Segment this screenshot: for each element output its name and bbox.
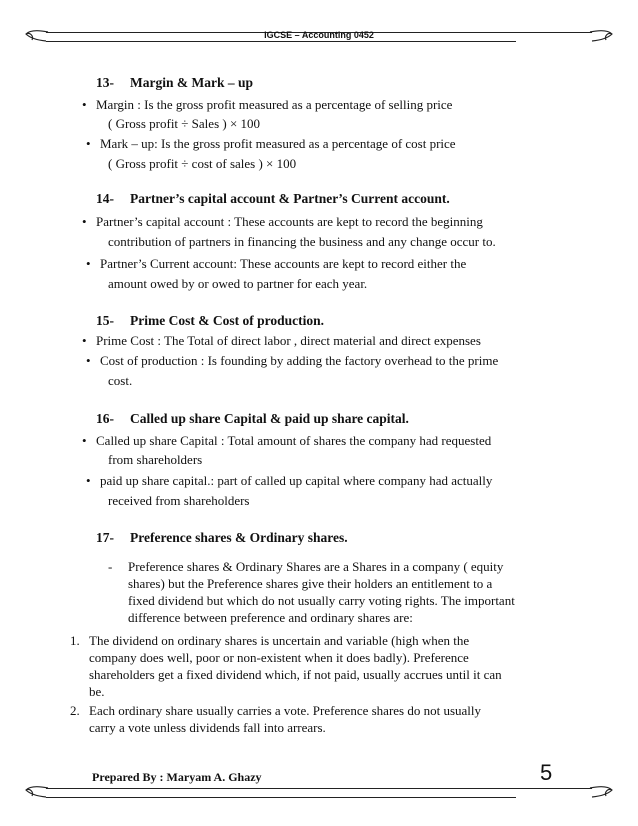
numbered-item-1: 1. The dividend on ordinary shares is uncertain and variable (high when the company does well, poor or non-existent when it does badly). Preference shareholders get a fixed dividend which, if not paid, usually accrues until it can be.: [70, 633, 502, 699]
bullet-cost-of-production-cont: cost.: [108, 373, 133, 388]
scroll-ornament-right-icon: [588, 784, 614, 802]
dash-marker: -: [108, 559, 113, 574]
bullet-prime-cost: • Prime Cost : The Total of direct labor , direct material and direct expenses: [82, 333, 481, 348]
formula-margin: ( Gross profit ÷ Sales ) × 100: [108, 116, 261, 131]
header-title: IGCSE – Accounting 0452: [264, 30, 374, 40]
section-heading-16: 16- Called up share Capital & paid up share capital.: [96, 411, 409, 426]
bullet-cost-of-production: • Cost of production : Is founding by adding the factory overhead to the prime: [86, 353, 499, 368]
section-heading-14: 14- Partner’s capital account & Partner’s Current account.: [96, 191, 450, 206]
bullet-markup: • Mark – up: Is the gross profit measured as a percentage of cost price: [86, 136, 456, 151]
section-heading-17: 17- Preference shares & Ordinary shares.: [96, 530, 348, 545]
page-number: 5: [540, 760, 553, 785]
numbered-item-2: 2. Each ordinary share usually carries a vote. Preference shares do not usually carry a vote unless dividends fall into arrears.: [70, 703, 482, 735]
section-heading-13: 13- Margin & Mark – up: [96, 75, 253, 90]
bottom-border: [24, 784, 614, 802]
bullet-partners-capital-cont: contribution of partners in financing the business and any change occur to.: [108, 234, 496, 249]
bullet-partners-current-cont: amount owed by or owed to partner for each year.: [108, 276, 368, 291]
scroll-ornament-left-icon: [24, 784, 50, 802]
bullet-partners-capital: • Partner’s capital account : These accounts are kept to record the beginning: [82, 214, 483, 229]
formula-markup: ( Gross profit ÷ cost of sales ) × 100: [108, 156, 297, 171]
bullet-partners-current: • Partner’s Current account: These accounts are kept to record either the: [86, 256, 467, 271]
bullet-called-up: • Called up share Capital : Total amount of shares the company had requested: [82, 433, 492, 448]
bullet-called-up-cont: from shareholders: [108, 452, 203, 467]
bullet-paid-up-cont: received from shareholders: [108, 493, 250, 508]
prepared-by: Prepared By : Maryam A. Ghazy: [92, 770, 262, 784]
section-heading-15: 15- Prime Cost & Cost of production.: [96, 313, 324, 328]
bullet-paid-up: • paid up share capital.: part of called up capital where company had actually: [86, 473, 493, 488]
bullet-margin: • Margin : Is the gross profit measured as a percentage of selling price: [82, 97, 453, 112]
preference-paragraph: Preference shares & Ordinary Shares are a Shares in a company ( equity shares) but the Preference shares give their holders an entitlement to a fixed dividend but which do not usually carry voting rights. The important difference between preference and ordinary shares are:: [128, 559, 515, 625]
